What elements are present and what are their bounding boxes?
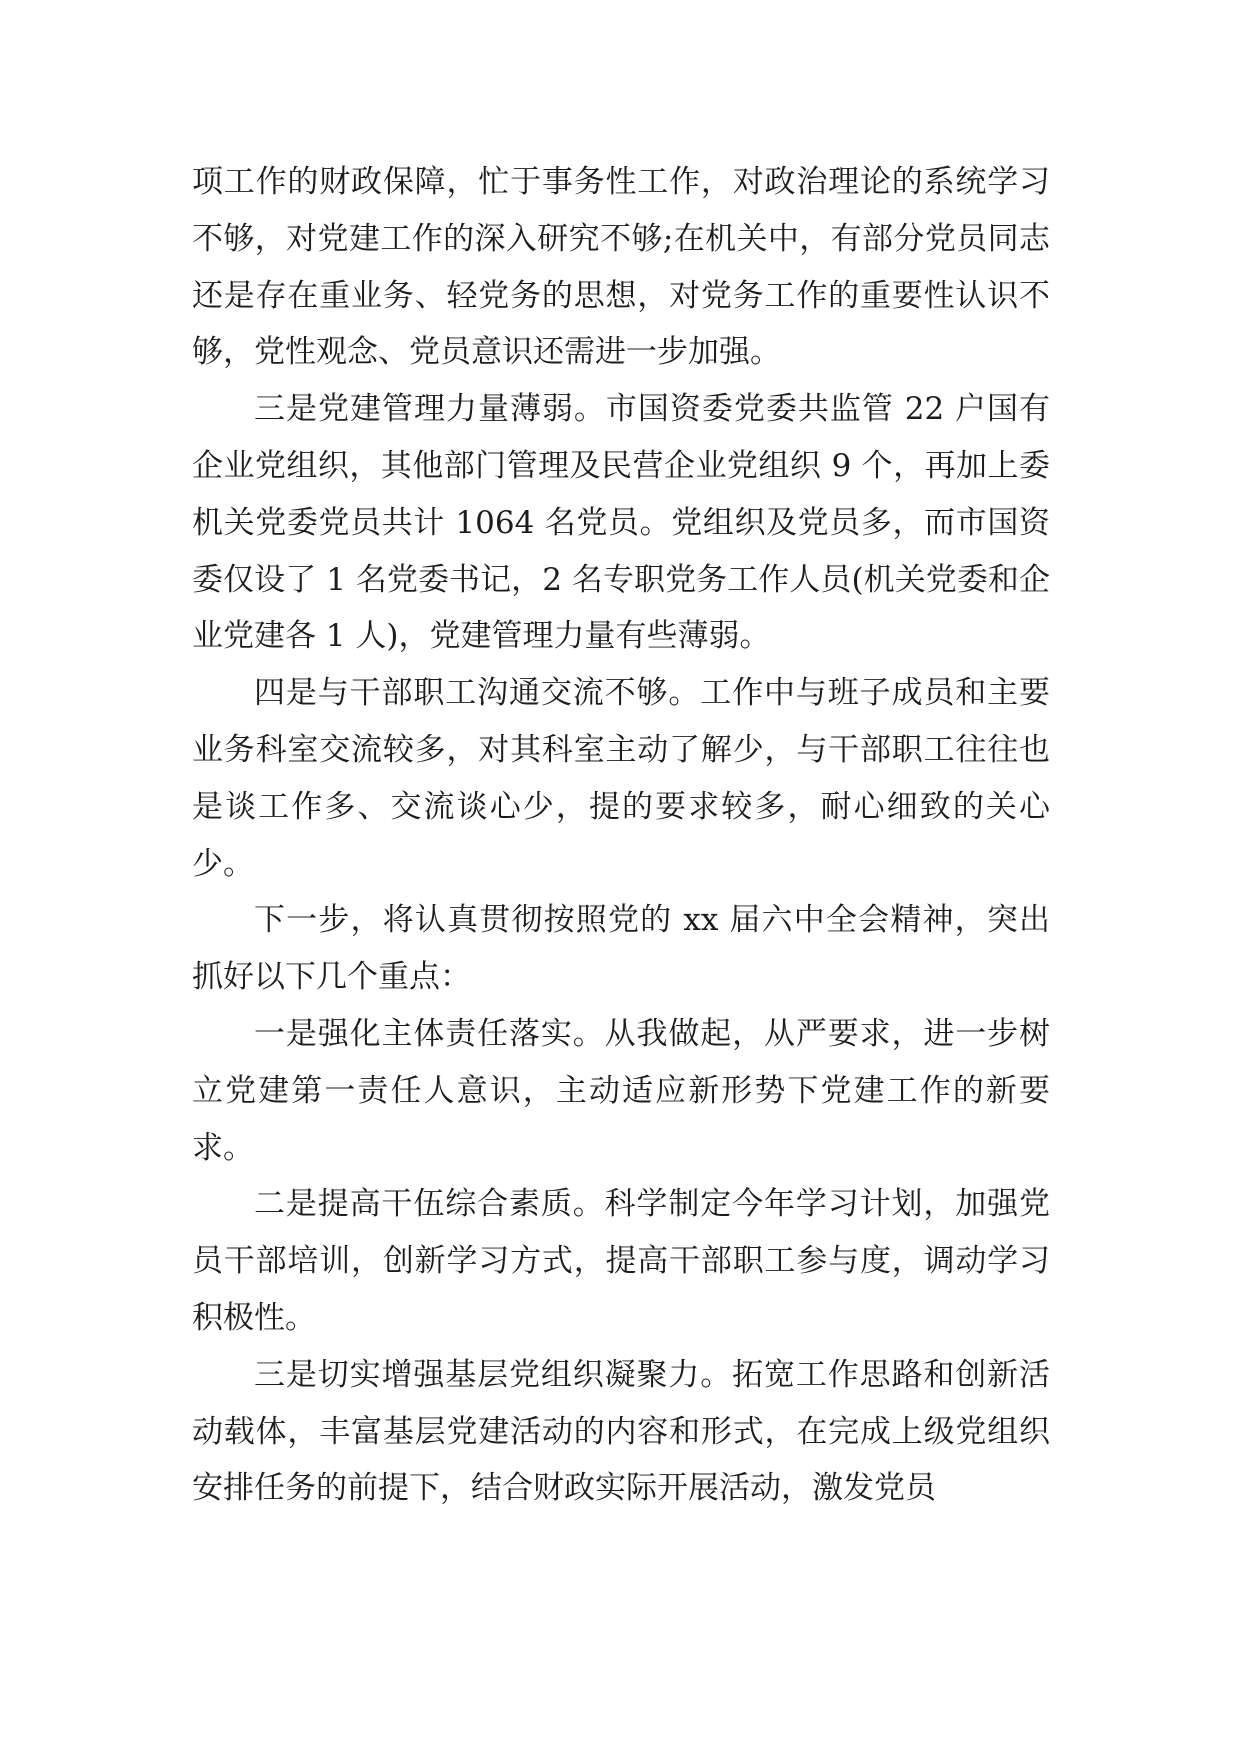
paragraph-step-three: 三是切实增强基层党组织凝聚力。拓宽工作思路和创新活动载体，丰富基层党建活动的内容和形式，在完成上级党组织安排任务的前提下，结合财政实际开展活动，激发党员 — [192, 1356, 1050, 1507]
paragraph-step-one: 一是强化主体责任落实。从我做起，从严要求，进一步树立党建第一责任人意识，主动适应新形势下党建工作的新要求。 — [192, 1015, 1050, 1166]
paragraph-point-four-communication: 四是与干部职工沟通交流不够。工作中与班子成员和主要业务科室交流较多，对其科室主动了解少，与干部职工往往也是谈工作多、交流谈心少，提的要求较多，耐心细致的关心少。 — [192, 675, 1050, 882]
paragraph-next-steps: 下一步，将认真贯彻按照党的 xx 届六中全会精神，突出抓好以下几个重点： — [192, 902, 1050, 996]
paragraph-point-three-management: 三是党建管理力量薄弱。市国资委党委共监管 22 户国有企业党组织，其他部门管理及民营企业党组织 9 个，再加上委机关党委党员共计 1064 名党员。党组织及党员多，而市国资委仅设了 1 名党委书记，2 名专职党务工作人员(机关党委和企业党建各 1 人)，党建管理力量有些薄弱。 — [192, 391, 1050, 655]
paragraph-step-two: 二是提高干伍综合素质。科学制定今年学习计划，加强党员干部培训，创新学习方式，提高干部职工参与度，调动学习积极性。 — [192, 1186, 1050, 1336]
body-text — [192, 154, 1050, 1517]
paragraph-continuation: 项工作的财政保障，忙于事务性工作，对政治理论的系统学习不够，对党建工作的深入研究不够;在机关中，有部分党员同志还是存在重业务、轻党务的思想，对党务工作的重要性认识不够，党性观念、党员意识还需进一步加强。 — [192, 164, 1050, 371]
